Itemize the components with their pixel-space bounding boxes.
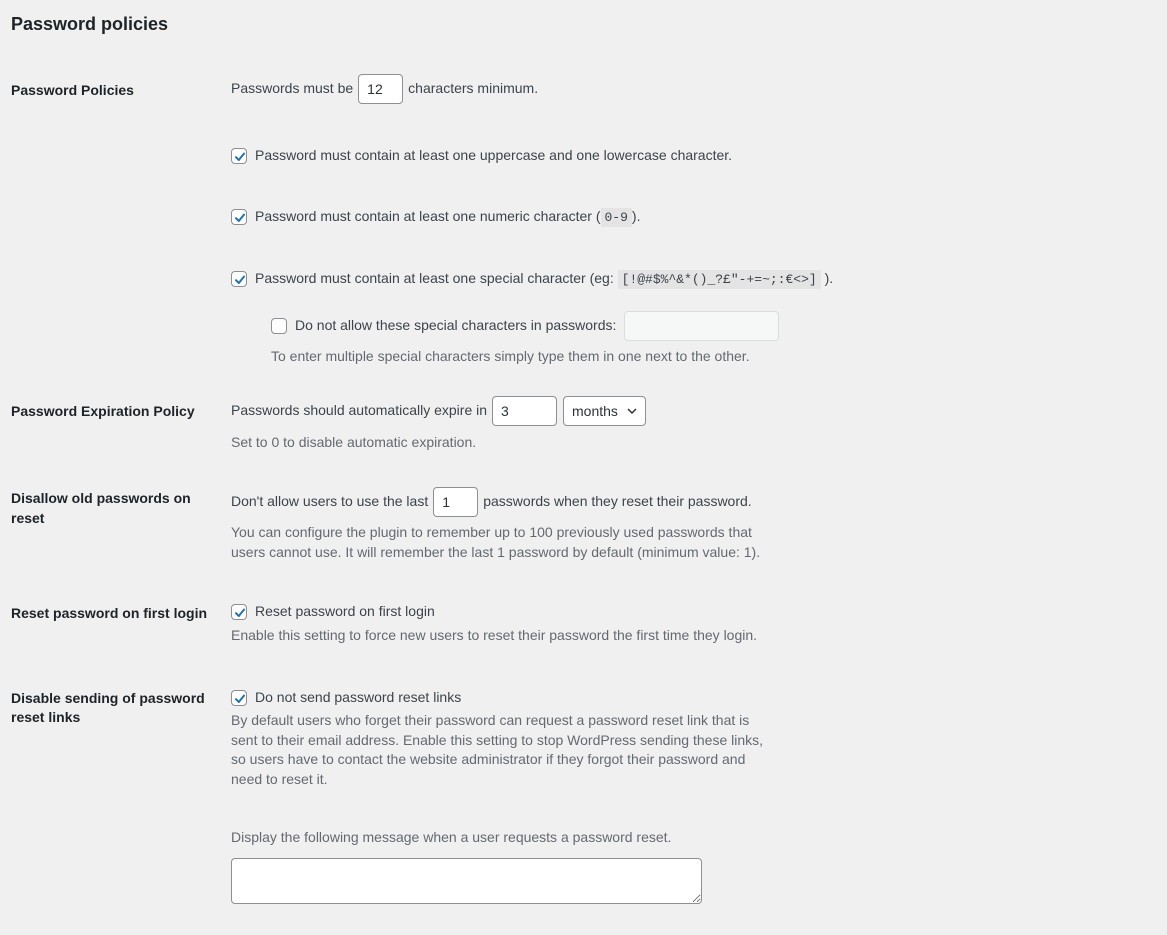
history-prefix: Don't allow users to use the last [231, 493, 429, 510]
reset-message-textarea[interactable] [231, 858, 702, 904]
check-icon [233, 211, 247, 225]
exclude-checkbox[interactable] [271, 318, 287, 334]
min-length-prefix: Passwords must be [231, 80, 354, 97]
reset-message-label: Display the following message when a user requests a password reset. [231, 829, 672, 845]
reset-links-label-line2: reset links [11, 709, 81, 725]
first-login-row [231, 602, 435, 622]
expiration-value-input[interactable]: 3 [492, 396, 557, 426]
expiration-unit-select[interactable] [563, 396, 646, 426]
expiration-unit-value: months [572, 403, 618, 419]
first-login-checkbox[interactable] [231, 604, 247, 620]
check-icon [233, 606, 247, 620]
min-length-suffix: characters minimum. [408, 80, 539, 97]
check-icon [233, 273, 247, 287]
reset-links-help [231, 711, 763, 789]
reset-links-help-line2: sent to their email address. Enable this setting to stop WordPress sending these links, [231, 731, 764, 748]
first-login-checkbox-label: Reset password on first login [255, 603, 435, 620]
row-label-history [11, 489, 191, 528]
reset-links-checkbox-label: Do not send password reset links [255, 689, 462, 706]
numeric-checkbox[interactable] [231, 209, 247, 225]
expiration-prefix: Passwords should automatically expire in [231, 402, 488, 419]
exclude-row [271, 311, 779, 341]
reset-links-help-line4: need to reset it. [231, 770, 328, 787]
special-checkbox[interactable] [231, 271, 247, 287]
page-title: Password policies [11, 14, 169, 34]
row-label-reset-links [11, 689, 205, 727]
uppercase-checkbox[interactable] [231, 148, 247, 164]
exclude-help: To enter multiple special characters simply type them in one next to the other. [271, 348, 750, 364]
uppercase-row [231, 146, 732, 166]
numeric-label [255, 207, 640, 227]
reset-links-label-line1: Disable sending of password [11, 690, 205, 706]
history-help [231, 522, 760, 562]
reset-links-help-line3: so users have to contact the website administrator if they forgot their password and [231, 751, 746, 767]
special-code: [!@#$%^&*()_?£"-+=~;:€<>] [618, 270, 821, 289]
reset-links-help-line1: By default users who forget their password can request a password reset link that is [231, 712, 750, 728]
exclude-label: Do not allow these special characters in passwords: [295, 317, 617, 334]
expiration-help: Set to 0 to disable automatic expiration. [231, 434, 477, 450]
numeric-suffix: ). [631, 207, 641, 224]
min-length-input[interactable]: 12 [358, 74, 403, 104]
history-help-line1: You can configure the plugin to remember up to 100 previously used passwords that [231, 524, 752, 540]
special-label [255, 269, 833, 289]
numeric-prefix: Password must contain at least one numeric character ( [255, 207, 601, 224]
expiration-row [231, 396, 646, 426]
reset-links-checkbox[interactable] [231, 690, 247, 706]
history-label-line2: reset [11, 510, 45, 526]
history-row [231, 487, 752, 517]
uppercase-label: Password must contain at least one uppercase and one lowercase character. [255, 147, 733, 164]
numeric-code: 0-9 [601, 208, 632, 227]
history-help-line2: users cannot use. It will remember the last 1 password by default (minimum value: 1). [231, 544, 761, 560]
min-length-row [231, 74, 538, 104]
special-suffix: ). [824, 269, 834, 286]
check-icon [233, 692, 247, 706]
special-prefix: Password must contain at least one special character (eg: [255, 269, 614, 286]
reset-links-row [231, 688, 461, 708]
first-login-help: Enable this setting to force new users to reset their password the first time they login. [231, 627, 758, 643]
history-count-input[interactable]: 1 [433, 487, 478, 517]
exclude-chars-input[interactable] [624, 311, 779, 341]
history-suffix: passwords when they reset their password. [483, 493, 752, 510]
row-label-password-policies: Password Policies [11, 82, 134, 98]
special-row [231, 269, 833, 289]
history-label-line1: Disallow old passwords on [11, 490, 191, 506]
chevron-down-icon [627, 406, 637, 416]
check-icon [233, 150, 247, 164]
row-label-first-login: Reset password on first login [11, 605, 208, 621]
row-label-expiration: Password Expiration Policy [11, 403, 195, 419]
numeric-row [231, 207, 640, 227]
